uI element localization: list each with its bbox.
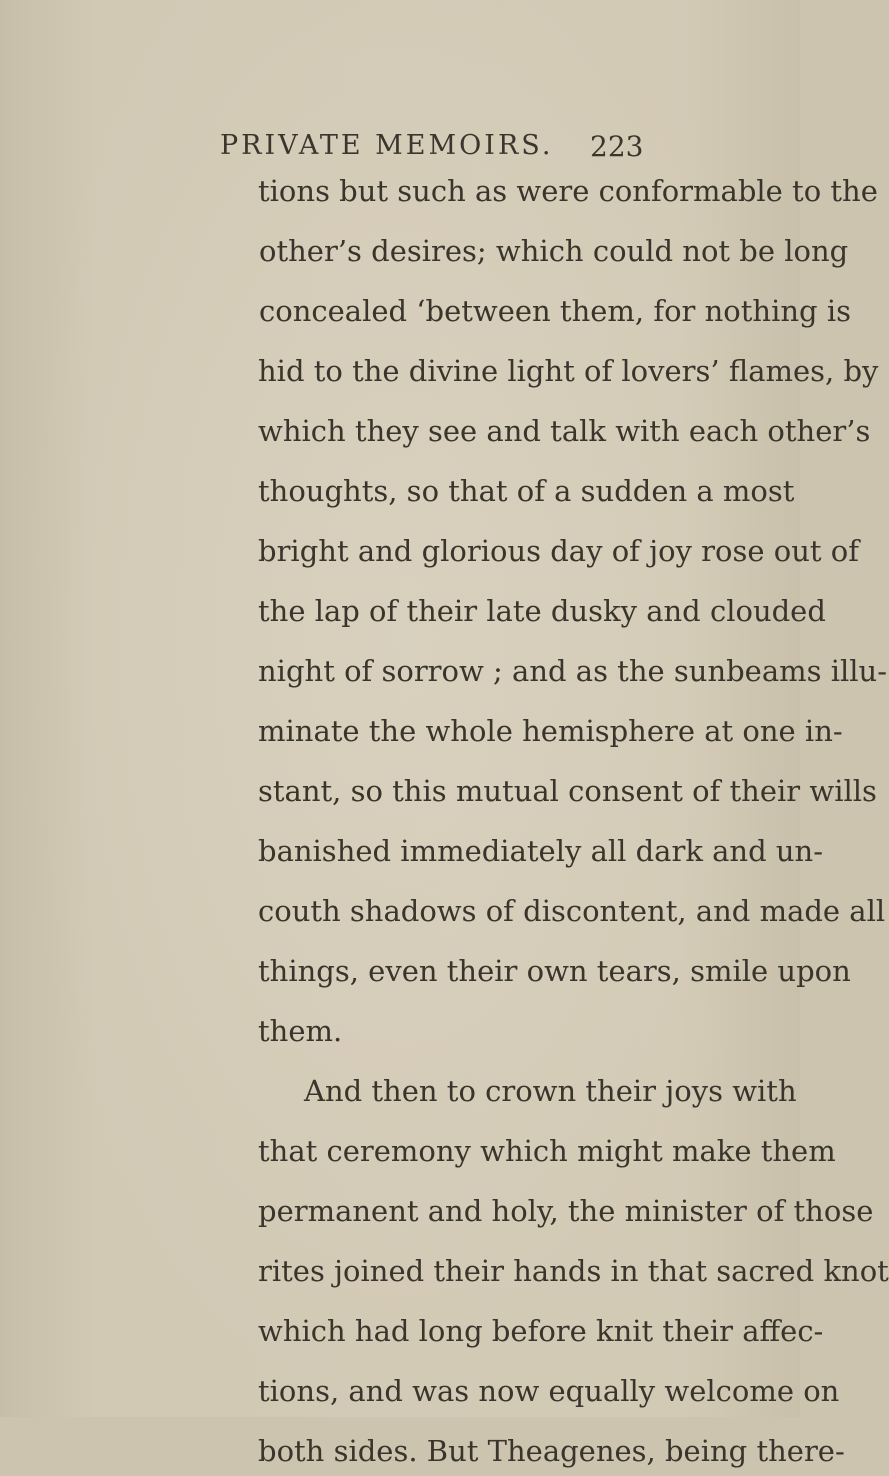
text-line: that ceremony which might make them	[258, 1134, 836, 1168]
text-line: other’s desires; which could not be long	[259, 234, 849, 268]
text-line: hid to the divine light of lovers’ flames, by	[258, 354, 879, 388]
text-line: bright and glorious day of joy rose out of	[258, 534, 859, 568]
text-line: night of sorrow ; and as the sunbeams illu-	[258, 654, 888, 688]
text-line: minate the whole hemisphere at one in-	[258, 714, 843, 748]
text-line: which had long before knit their affec-	[258, 1314, 824, 1348]
text-line: the lap of their late dusky and clouded	[258, 594, 826, 628]
text-line: things, even their own tears, smile upon	[258, 954, 851, 988]
text-line: which they see and talk with each other’s	[258, 414, 871, 448]
text-line: tions, and was now equally welcome on	[258, 1374, 840, 1408]
text-line: thoughts, so that of a sudden a most	[258, 474, 795, 508]
text-line: stant, so this mutual consent of their wills	[258, 774, 877, 808]
text-line: permanent and holy, the minister of those	[258, 1194, 874, 1228]
text-line: concealed ‘between them, for nothing is	[259, 294, 851, 328]
page-number: 223	[590, 130, 644, 163]
text-line: both sides. But Theagenes, being there-	[258, 1434, 845, 1468]
text-line: tions but such as were conformable to the	[258, 174, 878, 208]
text-line: And then to crown their joys with	[304, 1074, 797, 1108]
text-line: rites joined their hands in that sacred knot	[258, 1254, 889, 1288]
running-head	[0, 130, 800, 170]
text-line: them.	[258, 1014, 343, 1048]
running-head-title: PRIVATE MEMOIRS.	[220, 130, 554, 161]
text-line: banished immediately all dark and un-	[258, 834, 824, 868]
text-line: couth shadows of discontent, and made all	[258, 894, 886, 928]
